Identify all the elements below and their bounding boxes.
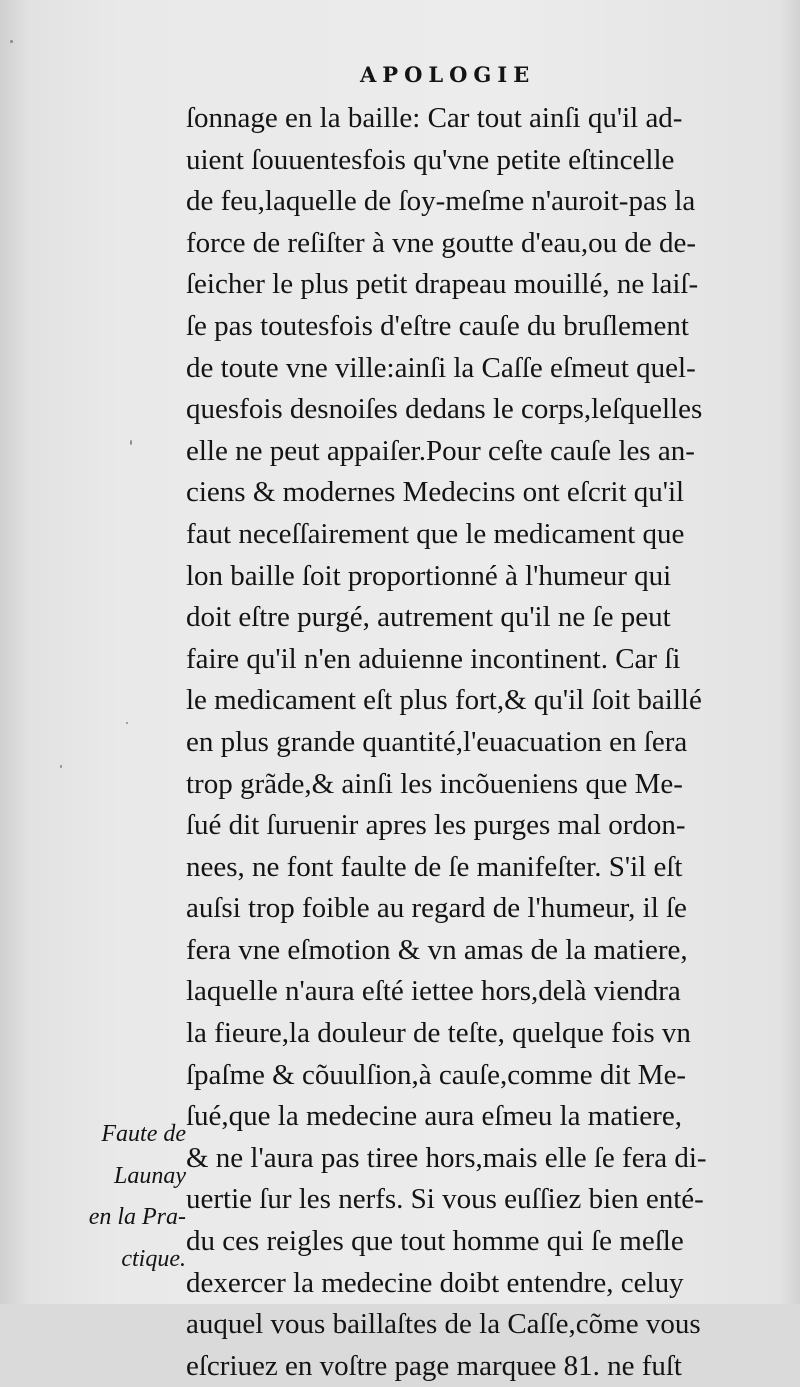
text-line: de feu,laquelle de ſoy-meſme n'auroit-pas la bbox=[186, 185, 696, 218]
margin-note bbox=[46, 1114, 186, 1280]
ink-speck bbox=[60, 765, 62, 768]
text-line: dexercer la medecine doibt entendre, celuy bbox=[186, 1266, 684, 1299]
text-line: en plus grande quantité,l'euacuation en ſera bbox=[186, 725, 688, 758]
text-line: du ces reigles que tout homme qui ſe meſle bbox=[186, 1225, 684, 1258]
text-line: force de reſiſter à vne goutte d'eau,ou de de- bbox=[186, 226, 697, 259]
text-line: nees, ne font faulte de ſe manifeſter. S'il eſt bbox=[186, 850, 683, 883]
margin-note-line: en la Pra- bbox=[88, 1204, 186, 1231]
text-line: ſonnage en la baille: Car tout ainſi qu'il ad- bbox=[186, 102, 683, 134]
margin-note-line: Launay bbox=[114, 1162, 186, 1189]
text-line: le medicament eſt plus fort,& qu'il ſoit baillé bbox=[186, 684, 702, 717]
text-line: auſsi trop foible au regard de l'humeur, il ſe bbox=[186, 892, 687, 925]
text-line: faut neceſſairement que le medicament que bbox=[186, 517, 685, 550]
text-line: doit eſtre purgé, autrement qu'il ne ſe peut bbox=[186, 601, 671, 634]
text-line: ſe pas toutesfois d'eſtre cauſe du bruſlement bbox=[186, 309, 689, 342]
text-line: faire qu'il n'en aduienne incontinent. Car ſi bbox=[186, 642, 681, 675]
text-line: & ne l'aura pas tiree hors,mais elle ſe fera di- bbox=[186, 1141, 707, 1174]
text-line: ſpaſme & cõuulſion,à cauſe,comme dit Me- bbox=[186, 1058, 687, 1091]
text-line: trop grãde,& ainſi les incõueniens que Me- bbox=[186, 767, 683, 800]
ink-speck bbox=[10, 40, 13, 43]
text-line: eſcriuez en voſtre page marquee 81. ne fuſt bbox=[186, 1349, 682, 1382]
text-line: ſué dit ſuruenir apres les purges mal ordon- bbox=[186, 809, 686, 842]
text-line: elle ne peut appaiſer.Pour ceſte cauſe les an- bbox=[186, 434, 695, 467]
text-line: uertie ſur les nerfs. Si vous euſſiez bien enté- bbox=[186, 1183, 704, 1216]
text-line: de toute vne ville:ainſi la Caſſe eſmeut quel- bbox=[186, 351, 696, 384]
text-line: fera vne eſmotion & vn amas de la matiere, bbox=[186, 933, 688, 966]
ink-speck bbox=[126, 722, 128, 724]
text-line: quesfois desnoiſes dedans le corps,leſquelles bbox=[186, 393, 703, 426]
text-line: lon baille ſoit proportionné à l'humeur qui bbox=[186, 559, 672, 592]
text-line: auquel vous baillaſtes de la Caſſe,cõme vous bbox=[186, 1308, 701, 1341]
ink-speck bbox=[130, 440, 132, 445]
text-line: ciens & modernes Medecins ont eſcrit qu'il bbox=[186, 476, 685, 509]
text-line: la fieure,la douleur de teſte, quelque fois vn bbox=[186, 1017, 691, 1050]
text-line: ſeicher le plus petit drapeau mouillé, ne laiſ- bbox=[186, 268, 699, 301]
margin-note-line: Faute de bbox=[101, 1121, 186, 1147]
text-line: laquelle n'aura eſté iettee hors,delà viendra bbox=[186, 975, 681, 1008]
text-line: ſué,que la medecine aura eſmeu la matiere, bbox=[186, 1100, 682, 1133]
margin-note-line: ctique. bbox=[121, 1245, 186, 1272]
text-line: uient ſouuentesfois qu'vne petite eſtincelle bbox=[186, 143, 675, 176]
body-text bbox=[186, 98, 786, 1387]
running-head: APOLOGIE bbox=[360, 62, 536, 87]
